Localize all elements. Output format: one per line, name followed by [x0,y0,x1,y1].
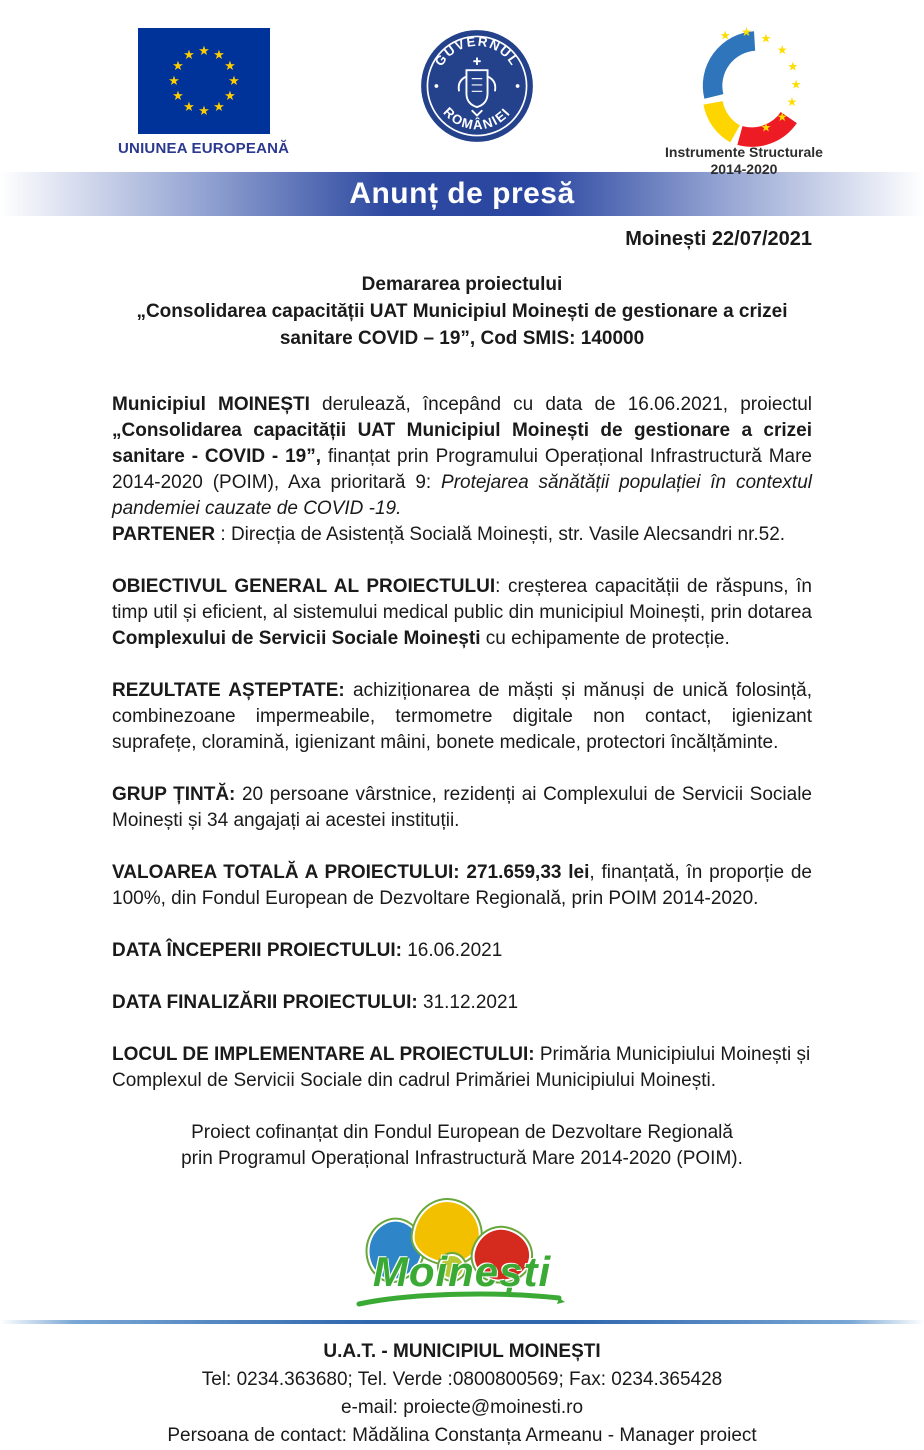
svg-text:★: ★ [212,100,225,115]
paragraph: Proiect cofinanțat din Fondul European de Dezvoltare Regională prin Programul Operațional Infrastructură Mare 2014-2020 (POIM). [181,1122,743,1169]
eu-flag-label: UNIUNEA EUROPEANĂ [118,140,290,157]
moinesti-wordmark: Moinești [372,1248,552,1295]
paragraph: REZULTATE AȘTEPTATE: achiziționarea de măști și mănuși de unică folosință, combinezoane impermeabile, termometre digitale non contact, igienizant suprafețe, cloramină, igienizant mâini, bonete medicale, protectori încălțăminte. [112,680,812,753]
paragraph: OBIECTIVUL GENERAL AL PROIECTULUI: creșterea capacității de răspuns, în timp util și eficient, al sistemului medical public din municipiul Moinești, prin dotarea Complexului de Servicii Sociale Moinești cu echipamente de protecție. [112,576,812,649]
paragraph: DATA ÎNCEPERII PROIECTULUI: 16.06.2021 [112,940,503,961]
moinesti-city-logo [347,1198,577,1306]
svg-text:★: ★ [776,43,788,58]
gov-seal-text-top: GUVERNUL [431,33,523,69]
gov-seal-text-bottom: ROMÂNIEI [440,104,514,133]
gov-romania-logo [419,28,535,144]
svg-text:★: ★ [740,25,752,40]
header-logos [0,0,924,177]
heading-line-3: sanitare COVID – 19”, Cod SMIS: 140000 [279,328,645,349]
footer-phone: Tel: 0234.363680; Tel. Verde :0800800569; Fax: 0234.365428 [201,1369,723,1390]
svg-text:★: ★ [760,31,772,46]
moinesti-swoosh-icon [355,1290,569,1308]
paragraph: PARTENER : Direcția de Asistență Socială Moinești, str. Vasile Alecsandri nr.52. [112,524,786,545]
paragraph: DATA FINALIZĂRII PROIECTULUI: 31.12.2021 [112,992,519,1013]
instrumente-structurale-icon [664,25,824,142]
svg-text:★: ★ [790,77,802,92]
svg-text:★: ★ [182,48,195,63]
svg-text:★: ★ [182,100,195,115]
instrumente-structurale-label: Instrumente Structurale 2014-2020 [665,144,823,177]
body-paragraphs [112,392,812,1172]
svg-text:★: ★ [786,95,798,110]
svg-text:★: ★ [223,59,236,74]
instrumente-structurale-logo [664,25,824,178]
footer-contact [0,1338,924,1450]
project-heading [90,271,834,352]
paragraph: GRUP ȚINTĂ: 20 persoane vârstnice, rezidenți ai Complexului de Servicii Sociale Moinești și 34 angajați ai acestei instituții. [112,784,813,831]
svg-text:★: ★ [719,28,731,43]
svg-text:★: ★ [197,44,210,59]
paragraph: VALOAREA TOTALĂ A PROIECTULUI: 271.659,33 lei, finanțată, în proporție de 100%, din Fondul European de Dezvoltare Regională, prin POIM 2014-2020. [112,862,812,909]
eu-flag-logo [118,28,289,157]
eu-flag-icon [138,28,270,134]
svg-text:★: ★ [227,74,240,89]
svg-text:★: ★ [776,109,788,124]
svg-text:★: ★ [787,59,799,74]
svg-text:★: ★ [197,104,210,119]
footer-contact-person: Persoana de contact: Mădălina Constanța Armeanu - Manager proiect [167,1425,757,1446]
svg-text:★: ★ [167,74,180,89]
press-banner-title: Anunț de presă [349,177,575,210]
gov-romania-seal-icon [419,28,535,144]
svg-text:★: ★ [171,59,184,74]
svg-text:★: ★ [223,89,236,104]
svg-text:★: ★ [171,89,184,104]
paragraph: LOCUL DE IMPLEMENTARE AL PROIECTULUI: Primăria Municipiului Moinești și Complexul de Servicii Sociale din cadrul Primăriei Municipiului Moinești. [112,1044,811,1091]
press-banner [0,172,924,216]
footer-divider [0,1320,924,1324]
svg-text:★: ★ [760,120,772,135]
heading-line-2: „Consolidarea capacității UAT Municipiul Moinești de gestionare a crizei [136,301,788,322]
heading-line-1: Demararea proiectului [361,274,563,295]
date-line: Moinești 22/07/2021 [625,228,812,250]
footer-email: e-mail: proiecte@moinesti.ro [340,1397,584,1418]
svg-text:★: ★ [212,48,225,63]
paragraph: Municipiul MOINEȘTI derulează, începând cu data de 16.06.2021, proiectul „Consolidarea capacității UAT Municipiul Moinești de gestionare a crizei sanitare - COVID - 19”, finanțat prin Programului Operațional Infrastructură Mare 2014-2020 (POIM), Axa prioritară 9: Protejarea sănătății populației în contextul pandemiei cauzate de COVID -19. [112,394,813,519]
footer-org-name: U.A.T. - MUNICIPIUL MOINEȘTI [323,1341,601,1362]
